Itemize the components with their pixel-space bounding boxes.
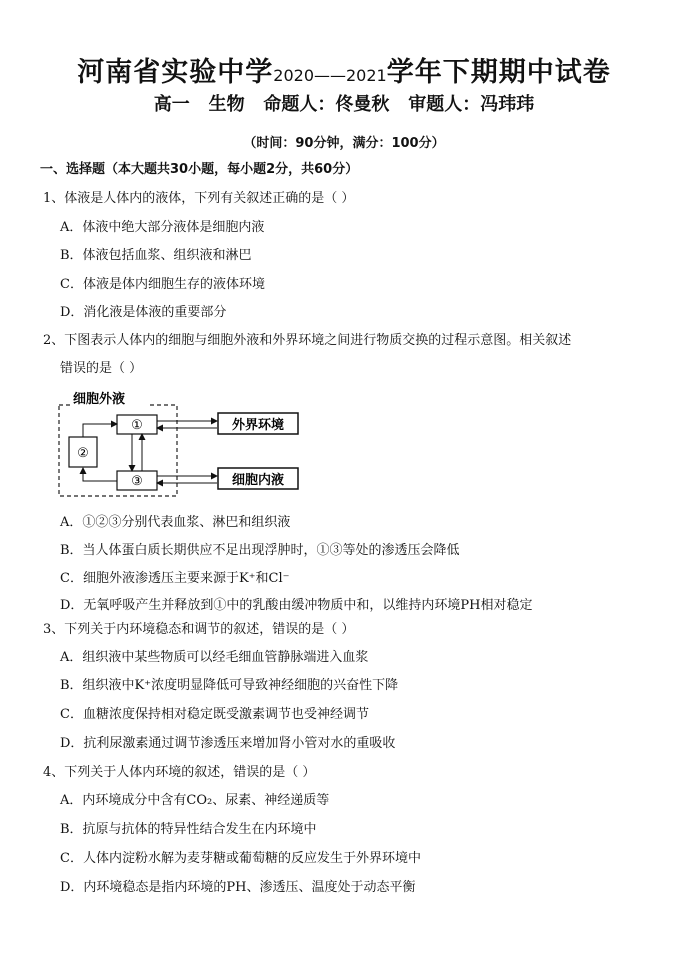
q2-option-c: C．细胞外液渗透压主要来源于K⁺和Cl⁻ [60,571,290,586]
q2-option-d: D．无氧呼吸产生并释放到①中的乳酸由缓冲物质中和，以维持内环境PH相对稳定 [60,598,533,613]
q2-option-b: B．当人体蛋白质长期供应不足出现浮肿时，①③等处的渗透压会降低 [60,543,460,558]
q2-stem-line2: 错误的是（ ） [60,361,143,376]
box-3-label: ③ [131,474,143,489]
q3-option-b: B．组织液中K⁺浓度明显降低可导致神经细胞的兴奋性下降 [60,678,399,693]
q3-option-c: C．血糖浓度保持相对稳定既受激素调节也受神经调节 [60,707,369,722]
q1-option-a: A．体液中绝大部分液体是细胞内液 [60,220,265,235]
q4-option-c: C．人体内淀粉水解为麦芽糖或葡萄糖的反应发生于外界环境中 [60,851,421,866]
q3-stem: 3、下列关于内环境稳态和调节的叙述，错误的是（ ） [43,622,355,637]
exam-time-info: （时间：90分钟，满分：100分） [243,136,445,151]
q4-option-d: D．内环境稳态是指内环境的PH、渗透压、温度处于动态平衡 [60,880,416,895]
exchange-diagram [55,388,305,500]
q1-option-b: B．体液包括血浆、组织液和淋巴 [60,248,252,263]
q1-option-d: D．消化液是体液的重要部分 [60,305,227,320]
box-2-label: ② [77,446,89,461]
q2-stem-line1: 2、下图表示人体内的细胞与细胞外液和外界环境之间进行物质交换的过程示意图。相关叙述 [43,333,572,348]
box-1-label: ① [131,418,143,433]
title-school: 河南省实验中学 [77,57,274,88]
q1-option-c: C．体液是体内细胞生存的液体环境 [60,277,265,292]
external-environment-label: 外界环境 [231,418,285,433]
q4-option-b: B．抗原与抗体的特异性结合发生在内环境中 [60,822,317,837]
section-heading: 一、选择题（本大题共30小题，每小题2分，共60分） [40,162,359,177]
title-year: 2020——2021 [273,66,387,85]
q1-stem: 1、体液是人体内的液体，下列有关叙述正确的是（ ） [43,191,355,206]
q3-option-d: D．抗利尿激素通过调节渗透压来增加肾小管对水的重吸收 [60,736,396,751]
q4-option-a: A．内环境成分中含有CO₂、尿素、神经递质等 [60,793,330,808]
extracellular-label: 细胞外液 [73,392,126,407]
q4-stem: 4、下列关于人体内环境的叙述，错误的是（ ） [43,765,316,780]
title-term: 学年下期期中试卷 [386,57,611,88]
exam-title [0,50,688,89]
q2-option-a: A．①②③分别代表血浆、淋巴和组织液 [60,515,291,530]
q3-option-a: A．组织液中某些物质可以经毛细血管静脉端进入血浆 [60,650,369,665]
exam-subtitle: 高一 生物 命题人：佟曼秋 审题人：冯玮玮 [153,94,535,115]
intracellular-fluid-label: 细胞内液 [231,473,285,488]
